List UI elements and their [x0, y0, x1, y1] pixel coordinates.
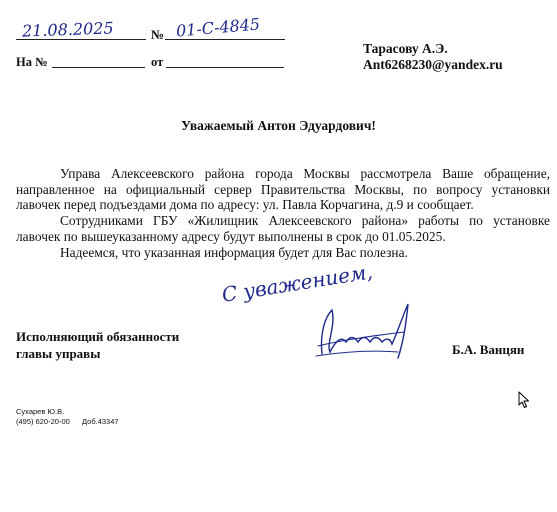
paragraph-2: Сотрудниками ГБУ «Жилищник Алексеевского района» работы по установке лавочек по вышеуказанному адресу будут выполнены в срок до 01.05.2025. [16, 213, 550, 244]
na-line [52, 67, 145, 68]
mouse-cursor-icon [518, 391, 530, 409]
number-label: № [151, 27, 165, 42]
paragraph-3: Надеемся, что указанная информация будет для Вас полезна. [60, 245, 408, 260]
handwritten-date: 21.08.2025 [21, 18, 114, 41]
position-line-1: Исполняющий обязанности [16, 329, 180, 344]
letterhead-cut-strip [0, 0, 557, 6]
recipient-name: Тарасову А.Э. [363, 41, 448, 56]
signature-scribble [312, 296, 422, 366]
executor-name: Сухарев Ю.В. [16, 407, 65, 416]
executor-extension: Доб.43347 [82, 417, 119, 426]
handwritten-number: 01-С-4845 [175, 14, 261, 41]
paragraph-1: Управа Алексеевского района города Москвы рассмотрела Ваше обращение, направленное на официальный сервер Правительства Москвы, по вопросу установки лавочек перед подъездами дома по адресу: ул. Павла Корчагина, д.9 и сообщает. [16, 166, 550, 212]
na-label: На № [16, 55, 48, 69]
position-line-2: главы управы [16, 346, 101, 361]
greeting: Уважаемый Антон Эдуардович! [181, 118, 376, 133]
handwritten-regards: С уважением, [220, 259, 375, 307]
ot-label: от [151, 55, 164, 69]
signer-name: Б.А. Ванцян [452, 342, 525, 357]
recipient-email: Ant6268230@yandex.ru [363, 57, 503, 72]
executor-phone: (495) 620-20-00 [16, 417, 70, 426]
ot-line [166, 67, 284, 68]
